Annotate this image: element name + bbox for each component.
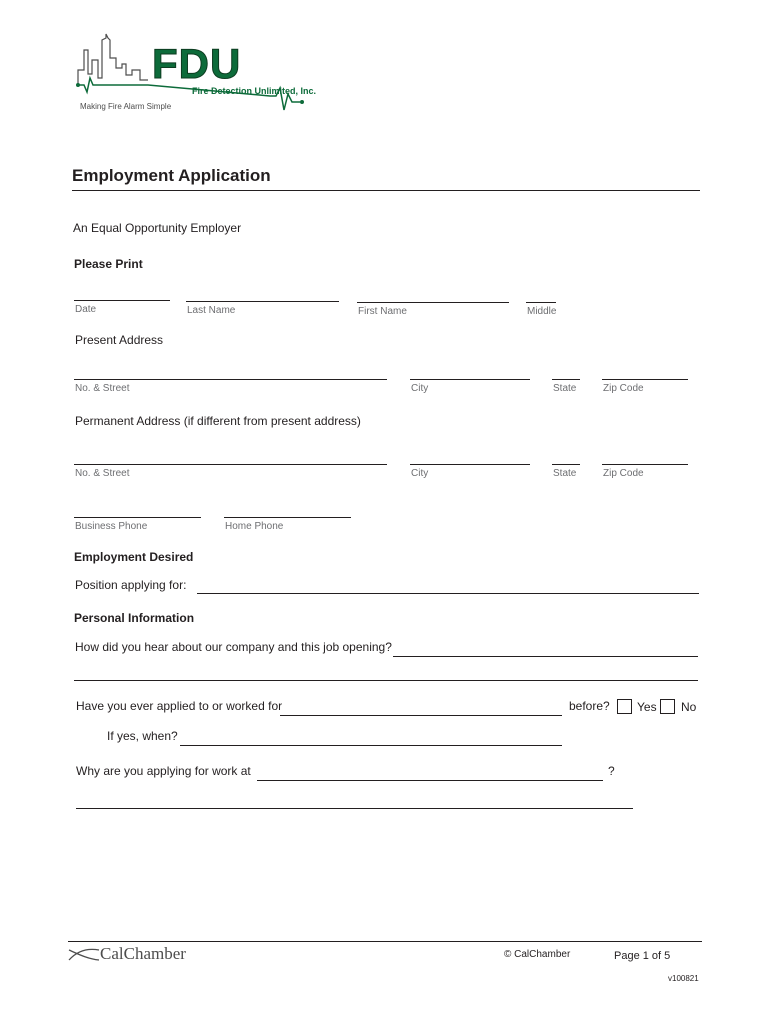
permanent-zip-caption: Zip Code (603, 468, 644, 479)
middle-field[interactable] (526, 302, 556, 303)
yes-checkbox[interactable] (617, 699, 632, 714)
company-tagline: Making Fire Alarm Simple (80, 102, 172, 111)
permanent-zip-field[interactable] (602, 464, 688, 465)
question-mark: ? (608, 764, 615, 778)
version: v100821 (668, 974, 699, 983)
copyright: © CalChamber (504, 949, 571, 960)
permanent-street-caption: No. & Street (75, 468, 130, 479)
subtitle: An Equal Opportunity Employer (73, 221, 242, 235)
permanent-street-field[interactable] (74, 464, 387, 465)
how-heard-field-line-2[interactable] (74, 680, 698, 681)
permanent-city-field[interactable] (410, 464, 530, 465)
present-zip-field[interactable] (602, 379, 688, 380)
present-street-field[interactable] (74, 379, 387, 380)
why-applying-label: Why are you applying for work at (76, 764, 251, 778)
date-field[interactable] (74, 300, 170, 301)
no-label: No (681, 700, 697, 714)
company-name: Fire Detection Unlimited, Inc. (192, 86, 317, 96)
present-state-caption: State (553, 383, 577, 394)
permanent-city-caption: City (411, 468, 429, 479)
personal-information-heading: Personal Information (74, 611, 195, 625)
calchamber-swoosh-icon (68, 946, 100, 964)
how-heard-label: How did you hear about our company and this job opening? (75, 640, 392, 654)
why-applying-company-field[interactable] (257, 780, 603, 781)
title-rule (72, 190, 700, 191)
company-name-field[interactable] (280, 715, 562, 716)
how-heard-field[interactable] (393, 656, 698, 657)
business-phone-caption: Business Phone (75, 521, 148, 532)
page-title: Employment Application (72, 166, 271, 185)
employment-desired-heading: Employment Desired (74, 550, 194, 564)
present-city-field[interactable] (410, 379, 530, 380)
permanent-address-heading: Permanent Address (if different from present address) (75, 414, 361, 428)
no-checkbox[interactable] (660, 699, 675, 714)
position-field[interactable] (197, 593, 699, 594)
first-name-field[interactable] (357, 302, 509, 303)
home-phone-caption: Home Phone (225, 521, 284, 532)
business-phone-field[interactable] (74, 517, 201, 518)
please-print-heading: Please Print (74, 257, 143, 271)
present-city-caption: City (411, 383, 429, 394)
permanent-state-field[interactable] (552, 464, 580, 465)
if-yes-when-field[interactable] (180, 745, 562, 746)
page-number: Page 1 of 5 (614, 950, 671, 962)
first-name-caption: First Name (358, 306, 407, 317)
middle-caption: Middle (527, 306, 557, 317)
footer-rule (68, 941, 702, 942)
permanent-state-caption: State (553, 468, 577, 479)
date-caption: Date (75, 304, 97, 315)
calchamber-wordmark: CalChamber (100, 944, 186, 963)
last-name-field[interactable] (186, 301, 339, 302)
yes-label: Yes (637, 700, 657, 714)
home-phone-field[interactable] (224, 517, 351, 518)
if-yes-label: If yes, when? (107, 729, 178, 743)
fdu-brand: FDU (152, 40, 242, 87)
present-zip-caption: Zip Code (603, 383, 644, 394)
why-applying-field-line-2[interactable] (76, 808, 633, 809)
present-street-caption: No. & Street (75, 383, 130, 394)
present-state-field[interactable] (552, 379, 580, 380)
company-logo (74, 30, 317, 120)
calchamber-logo (68, 944, 198, 966)
last-name-caption: Last Name (187, 305, 236, 316)
applied-before-label: Have you ever applied to or worked for (76, 699, 283, 713)
position-label: Position applying for: (75, 578, 187, 592)
present-address-heading: Present Address (75, 333, 164, 347)
before-label: before? (569, 699, 610, 713)
